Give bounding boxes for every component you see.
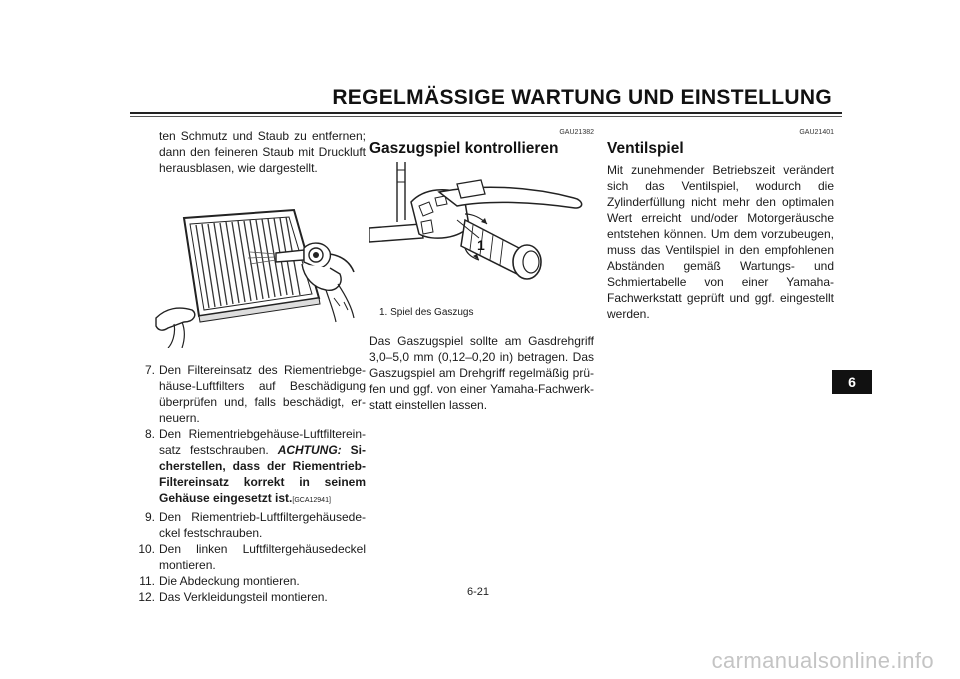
step-11: 11. Die Abdeckung montieren. — [139, 574, 300, 588]
title-rule-thin — [130, 116, 842, 117]
section-heading: Ventilspiel — [607, 140, 684, 157]
step-list — [134, 362, 366, 605]
section-body: Das Gaszugspiel sollte am Gasdrehgriff 3,0–5,0 mm (0,12–0,20 in) betragen. Das Gaszugspiel am Drehgriff regelmäßig prüfen und ggf. von einer Yamaha-Fachwerkstatt einstellen lassen. — [369, 334, 594, 412]
step-7: 7. Den Filtereinsatz des Riementriebgehäuse-Luftfilters auf Beschädigung überprüfen und, falls beschädigt, erneuern. — [144, 363, 366, 425]
warning-label: ACHTUNG: — [277, 443, 342, 457]
step-12: 12. Das Verkleidungsteil montieren. — [138, 590, 328, 604]
caution-code: [GCA12941] — [292, 497, 331, 504]
warning-text: Sicherstellen, dass der Riementrieb-Filtereinsatz korrekt in seinem Gehäuse eingesetzt ist. — [159, 443, 367, 505]
title-rule — [130, 112, 842, 114]
section-code: GAU21382 — [559, 129, 594, 136]
figure-caption: 1. Spiel des Gaszugs — [379, 307, 474, 318]
intro-text: ten Schmutz und Staub zu entfernen; dann den feineren Staub mit Druckluft herausblasen, wie dargestellt. — [159, 129, 366, 175]
step-9: 9. Den Riementrieb-Luftfiltergehäusedeckel festschrauben. — [144, 510, 366, 540]
section-body: Mit zunehmender Betriebszeit verändert sich das Ventilspiel, wodurch die Zylinderfüllung nicht mehr den optimalen Wert erreicht und/oder Motorgeräusche entstehen können. Um dem vorzubeugen, muss das Ventilspiel in den empfohlenen Abständen gemäß Wartungs- und Schmiertabelle von einer Yamaha-Fachwerkstatt geprüft und ggf. eingestellt werden. — [607, 163, 834, 321]
page-number: 6-21 — [467, 586, 490, 598]
air-filter-illustration — [154, 198, 364, 348]
page-title: REGELMÄSSIGE WARTUNG UND EINSTELLUNG — [332, 86, 832, 109]
throttle-grip-illustration — [369, 162, 594, 292]
watermark: carmanualsonline.info — [711, 648, 934, 673]
step-8: 8. Den Riementriebgehäuse-Luftfiltereinsatz festschrauben. ACHTUNG: Sicherstellen, dass der Riementrieb-Filtereinsatz korrekt in seinem Gehäuse eingesetzt ist.[GCA12941] — [144, 427, 367, 505]
section-heading: Gaszugspiel kontrollieren — [369, 140, 559, 157]
section-code: GAU21401 — [799, 129, 834, 136]
callout-1: 1 — [477, 237, 485, 253]
left-column — [134, 128, 366, 605]
chapter-tab: 6 — [832, 370, 872, 394]
right-column — [607, 128, 834, 322]
step-10: 10. Den linken Luftfiltergehäusedeckel montieren. — [138, 542, 366, 572]
middle-column — [369, 128, 594, 413]
